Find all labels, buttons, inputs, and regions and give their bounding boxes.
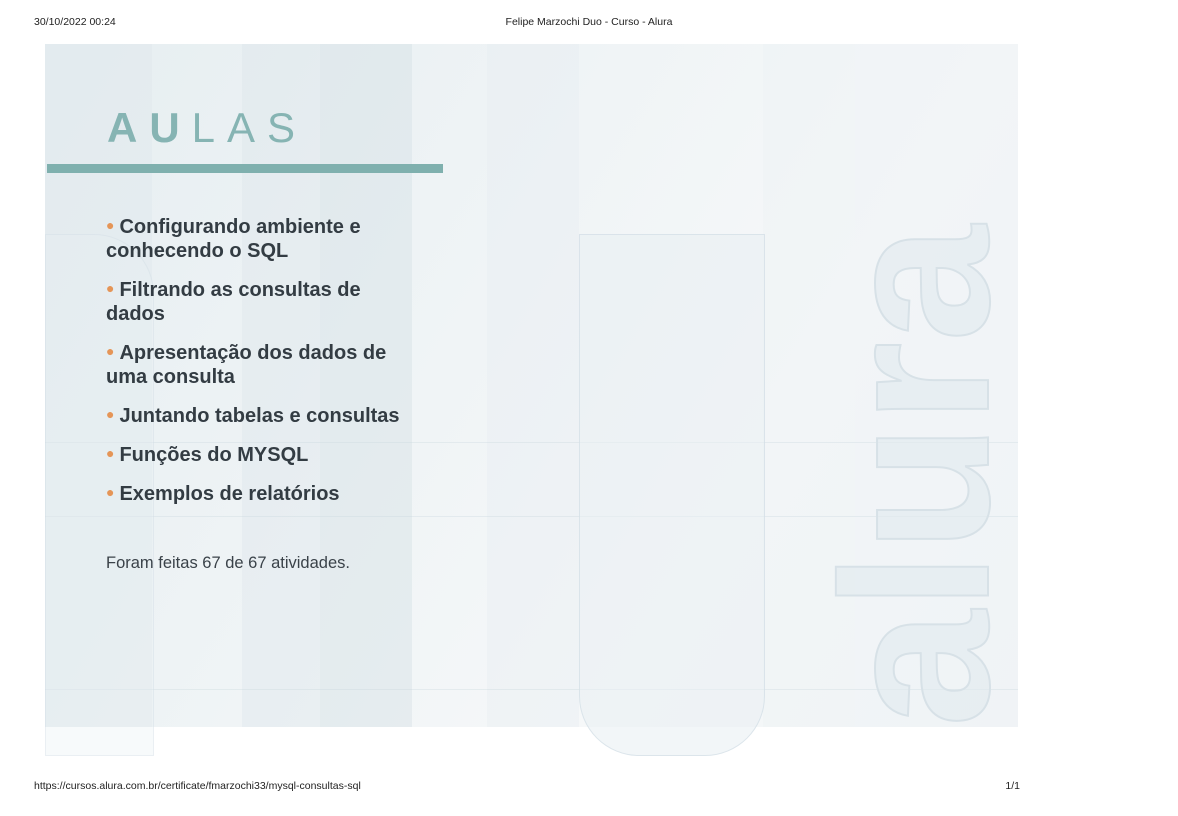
- page-number: 1/1: [1005, 780, 1020, 792]
- alura-watermark: [798, 44, 1058, 727]
- lesson-title: Funções do MYSQL: [119, 444, 309, 466]
- lesson-list: [106, 213, 406, 519]
- bullet-icon: ●: [106, 484, 115, 500]
- lesson-item: [106, 402, 406, 428]
- lesson-item: [106, 441, 406, 467]
- print-title: Felipe Marzochi Duo - Curso - Alura: [505, 16, 673, 28]
- bullet-icon: ●: [106, 217, 115, 233]
- certificate-panel: [45, 44, 1033, 727]
- bg-band: [487, 44, 579, 727]
- bullet-icon: ●: [106, 445, 115, 461]
- lesson-title: Juntando tabelas e consultas: [119, 405, 400, 427]
- lesson-title: Filtrando as consultas de dados: [106, 279, 361, 325]
- lesson-item: [106, 480, 406, 506]
- activities-count: Foram feitas 67 de 67 atividades.: [106, 554, 350, 572]
- lesson-title: Configurando ambiente e conhecendo o SQL: [106, 216, 361, 262]
- lesson-title: Exemplos de relatórios: [119, 483, 340, 505]
- print-date: 30/10/2022 00:24: [34, 16, 116, 28]
- watermark-text: alura: [798, 225, 1033, 727]
- section-title-strong: AU: [107, 104, 192, 151]
- lesson-item: [106, 276, 406, 326]
- section-title-light: LAS: [191, 104, 308, 151]
- bullet-icon: ●: [106, 406, 115, 422]
- section-title: [107, 104, 307, 152]
- print-url: https://cursos.alura.com.br/certificate/fmarzochi33/mysql-consultas-sql: [34, 780, 361, 792]
- title-underline-bar: [47, 164, 443, 173]
- bg-letter-shape: [579, 234, 765, 756]
- lesson-item: [106, 213, 406, 263]
- bullet-icon: ●: [106, 280, 115, 296]
- bullet-icon: ●: [106, 343, 115, 359]
- lesson-title: Apresentação dos dados de uma consulta: [106, 342, 387, 388]
- lesson-item: [106, 339, 406, 389]
